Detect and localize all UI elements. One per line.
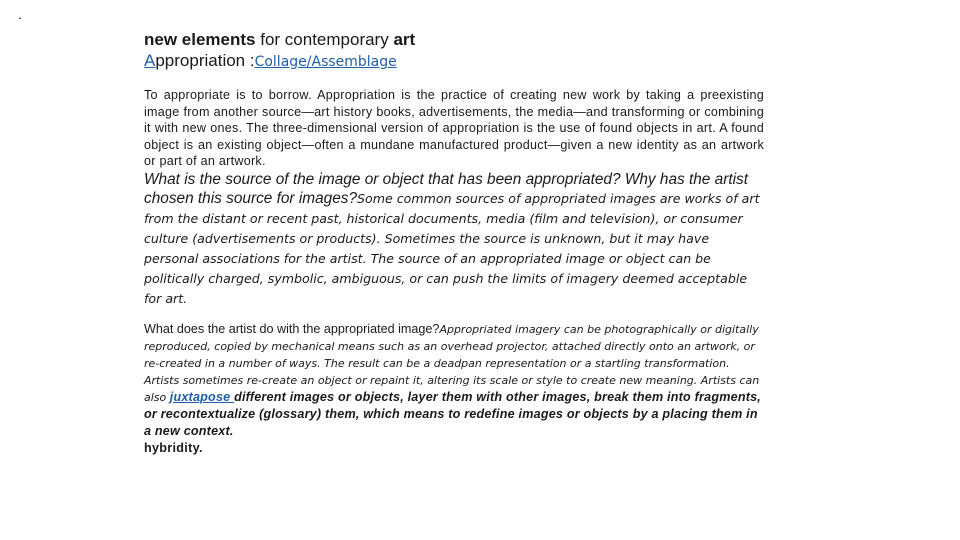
slide-content <box>144 30 764 457</box>
answer-usage-bold: different images or objects, layer them with other images, break them into fragments, or recontextualize (glossary) them, which means to redefine images or objects by a placing them in a new context. <box>144 389 762 438</box>
question-usage: What does the artist do with the appropriated image? <box>144 321 440 336</box>
hybridity-text: hybridity. <box>144 440 203 455</box>
title-bold-1: new elements <box>144 30 256 49</box>
bullet-dot: . <box>18 6 22 22</box>
answer-usage: Appropriated imagery can be photographically or digitally reproduced, copied by mechanical means such as an overhead projector, attached directly onto an artwork, or re-created in a number of ways. The result can be a deadpan representation or a startling transformation. Artists sometimes re-create an object or repaint it, altering its scale or style to create new meaning. Artists can also <box>144 322 760 404</box>
usage-section <box>144 321 764 457</box>
page-title <box>144 30 764 50</box>
title-normal: for contemporary <box>255 30 394 49</box>
paragraph-definition: To appropriate is to borrow. Appropriation is the practice of creating new work by taking a preexisting image from another source—art history books, advertisements, the media—and transforming or combining it with new ones. The three-dimensional version of appropriation is the use of found objects in art. A found object is an existing object—often a mundane manufactured product—given a new identity as an artwork or part of an artwork. <box>144 88 764 168</box>
answer-source: Some common sources of appropriated images are works of art from the distant or recent past, historical documents, media (film and television), or consumer culture (advertisements or products). Sometimes the source is unknown, but it may have personal associations for the artist. The source of an appropriated image or object can be politically charged, symbolic, ambiguous, or can push the limits of imagery deemed acceptable for art. <box>144 190 760 306</box>
subtitle <box>144 50 764 73</box>
subtitle-initial: A <box>144 51 156 70</box>
title-bold-2: art <box>393 30 416 49</box>
question-source: What is the source of the image or object that has been appropriated? Why has the artist chosen this source for images? <box>144 170 748 207</box>
juxtapose-link[interactable]: juxtapose <box>169 389 235 404</box>
subtitle-text: ppropriation : <box>155 51 255 70</box>
source-section <box>144 170 764 309</box>
collage-assemblage-link[interactable]: Collage/Assemblage <box>254 54 397 70</box>
